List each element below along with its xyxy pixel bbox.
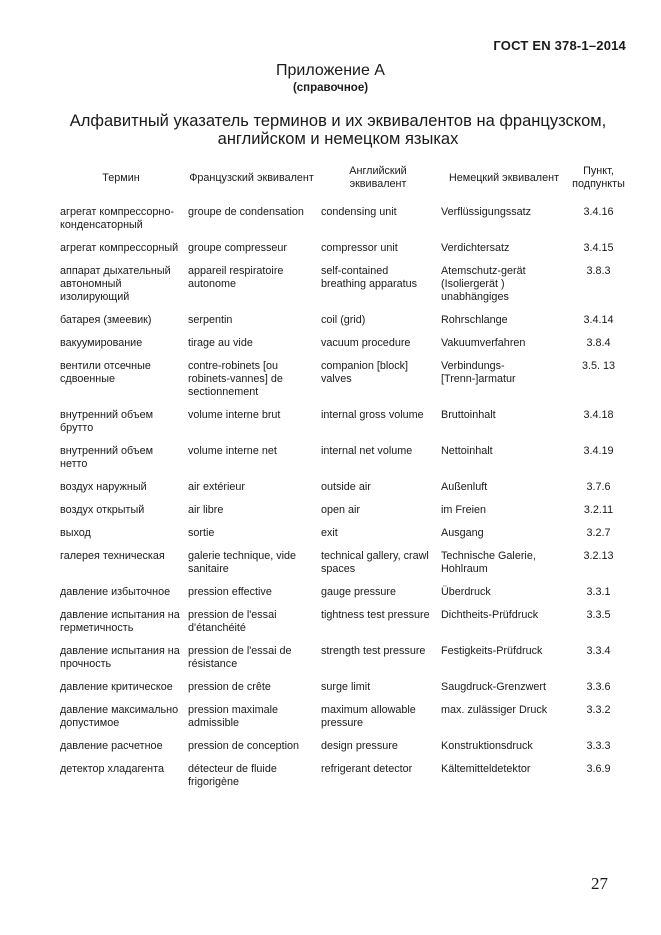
page-number: 27 bbox=[591, 874, 608, 893]
german-cell: im Freien bbox=[441, 504, 486, 516]
french-cell: pression de crête bbox=[188, 681, 271, 693]
column-header-clause: Пункт, подпункты bbox=[572, 165, 625, 190]
english-cell: internal gross volume bbox=[321, 409, 424, 421]
clause-cell: 3.4.14 bbox=[583, 314, 614, 326]
english-cell: maximum allowable pressure bbox=[321, 704, 416, 729]
german-cell: Verbindungs-[Trenn-]armatur bbox=[441, 360, 516, 385]
clause-cell: 3.8.3 bbox=[586, 265, 611, 277]
term-cell: детектор хладагента bbox=[60, 763, 164, 775]
clause-cell: 3.2.11 bbox=[583, 504, 614, 516]
term-cell: внутренний объем брутто bbox=[60, 409, 154, 434]
german-cell: Rohrschlange bbox=[441, 314, 508, 326]
english-cell: condensing unit bbox=[321, 206, 397, 218]
english-cell: exit bbox=[321, 527, 338, 539]
clause-cell: 3.4.16 bbox=[583, 206, 614, 218]
french-cell: air libre bbox=[188, 504, 224, 516]
term-cell: вентили отсечные сдвоенные bbox=[60, 360, 151, 385]
french-cell: air extérieur bbox=[188, 481, 246, 493]
clause-cell: 3.3.4 bbox=[586, 645, 611, 657]
english-cell: open air bbox=[321, 504, 361, 516]
english-cell: coil (grid) bbox=[321, 314, 366, 326]
clause-cell: 3.3.5 bbox=[586, 609, 611, 621]
french-cell: groupe compresseur bbox=[188, 242, 288, 254]
clause-cell: 3.4.18 bbox=[583, 409, 614, 421]
french-cell: pression effective bbox=[188, 586, 272, 598]
clause-cell: 3.4.19 bbox=[583, 445, 614, 457]
table-row bbox=[57, 584, 627, 607]
term-cell: воздух наружный bbox=[60, 481, 147, 493]
english-cell: refrigerant detector bbox=[321, 763, 413, 775]
appendix-title: Приложение А bbox=[276, 62, 385, 79]
french-cell: sortie bbox=[188, 527, 215, 539]
english-cell: surge limit bbox=[321, 681, 371, 693]
table-row bbox=[57, 263, 627, 312]
english-cell: internal net volume bbox=[321, 445, 413, 457]
french-cell: pression de conception bbox=[188, 740, 300, 752]
term-cell: внутренний объем нетто bbox=[60, 445, 154, 470]
german-cell: Außenluft bbox=[441, 481, 488, 493]
english-cell: technical gallery, crawl spaces bbox=[321, 550, 429, 575]
table-row bbox=[57, 643, 627, 679]
german-cell: Vakuumverfahren bbox=[441, 337, 526, 349]
table-row bbox=[57, 204, 627, 240]
german-cell: Festigkeits-Prüfdruck bbox=[441, 645, 543, 657]
clause-cell: 3.6.9 bbox=[586, 763, 611, 775]
french-cell: pression maximale admissible bbox=[188, 704, 279, 729]
table-row bbox=[57, 443, 627, 479]
term-cell: давление критическое bbox=[60, 681, 173, 693]
index-heading: Алфавитный указатель терминов и их эквивалентов на французском, английском и немецком языках bbox=[69, 112, 607, 148]
table-row bbox=[57, 407, 627, 443]
clause-cell: 3.3.3 bbox=[586, 740, 611, 752]
table-row bbox=[57, 358, 627, 407]
english-cell: self-contained breathing apparatus bbox=[321, 265, 418, 290]
french-cell: serpentin bbox=[188, 314, 233, 326]
french-cell: contre-robinets [ou robinets-vannes] de sectionnement bbox=[188, 360, 283, 398]
terms-table bbox=[57, 156, 627, 797]
french-cell: galerie technique, vide sanitaire bbox=[188, 550, 297, 575]
clause-cell: 3.7.6 bbox=[586, 481, 611, 493]
clause-cell: 3.3.2 bbox=[586, 704, 611, 716]
column-header-term: Термин bbox=[102, 171, 140, 184]
german-cell: Überdruck bbox=[441, 586, 491, 598]
table-row bbox=[57, 702, 627, 738]
german-cell: Verflüssigungssatz bbox=[441, 206, 532, 218]
column-header-german: Немецкий эквивалент bbox=[448, 171, 560, 184]
table-row bbox=[57, 502, 627, 525]
german-cell: Saugdruck-Grenzwert bbox=[441, 681, 547, 693]
table-body bbox=[57, 204, 627, 797]
english-cell: outside air bbox=[321, 481, 371, 493]
term-cell: давление избыточное bbox=[60, 586, 171, 598]
table-row bbox=[57, 312, 627, 335]
table-row bbox=[57, 240, 627, 263]
english-cell: vacuum procedure bbox=[321, 337, 411, 349]
clause-cell: 3.3.6 bbox=[586, 681, 611, 693]
term-cell: батарея (змеевик) bbox=[60, 314, 152, 326]
term-cell: галерея техническая bbox=[60, 550, 165, 562]
english-cell: gauge pressure bbox=[321, 586, 397, 598]
term-cell: агрегат компрессорный bbox=[60, 242, 179, 254]
column-header-english: Английский эквивалент bbox=[349, 165, 407, 190]
term-cell: агрегат компрессорно-конденсаторный bbox=[60, 206, 174, 231]
french-cell: pression de l'essai de résistance bbox=[188, 645, 292, 670]
french-cell: appareil respiratoire autonome bbox=[188, 265, 284, 290]
table-row bbox=[57, 607, 627, 643]
french-cell: tirage au vide bbox=[188, 337, 253, 349]
english-cell: design pressure bbox=[321, 740, 398, 752]
term-cell: воздух открытый bbox=[60, 504, 145, 516]
french-cell: détecteur de fluide frigorigène bbox=[188, 763, 277, 788]
table-header-row bbox=[57, 156, 627, 204]
clause-cell: 3.5. 13 bbox=[581, 360, 616, 372]
table-row bbox=[57, 548, 627, 584]
german-cell: Bruttoinhalt bbox=[441, 409, 496, 421]
table-row bbox=[57, 335, 627, 358]
clause-cell: 3.4.15 bbox=[583, 242, 614, 254]
term-cell: аппарат дыхательный автономный изолирующий bbox=[60, 265, 171, 303]
english-cell: tightness test pressure bbox=[321, 609, 430, 621]
column-header-french: Французский эквивалент bbox=[189, 171, 314, 184]
german-cell: Verdichtersatz bbox=[441, 242, 510, 254]
french-cell: volume interne brut bbox=[188, 409, 281, 421]
clause-cell: 3.2.7 bbox=[586, 527, 611, 539]
table-row bbox=[57, 738, 627, 761]
german-cell: Ausgang bbox=[441, 527, 484, 539]
german-cell: Kältemitteldetektor bbox=[441, 763, 531, 775]
clause-cell: 3.3.1 bbox=[586, 586, 611, 598]
french-cell: groupe de condensation bbox=[188, 206, 304, 218]
french-cell: pression de l'essai d'étanchéité bbox=[188, 609, 277, 634]
term-cell: давление расчетное bbox=[60, 740, 163, 752]
french-cell: volume interne net bbox=[188, 445, 277, 457]
table-row bbox=[57, 679, 627, 702]
english-cell: companion [block] valves bbox=[321, 360, 409, 385]
table-row bbox=[57, 761, 627, 797]
clause-cell: 3.8.4 bbox=[586, 337, 611, 349]
table-row bbox=[57, 479, 627, 502]
german-cell: Technische Galerie, Hohlraum bbox=[441, 550, 536, 575]
english-cell: compressor unit bbox=[321, 242, 398, 254]
german-cell: max. zulässiger Druck bbox=[441, 704, 548, 716]
german-cell: Konstruktionsdruck bbox=[441, 740, 533, 752]
german-cell: Nettoinhalt bbox=[441, 445, 493, 457]
term-cell: вакуумирование bbox=[60, 337, 143, 349]
clause-cell: 3.2.13 bbox=[583, 550, 614, 562]
german-cell: Atemschutz-gerät (Isoliergerät ) unabhängiges bbox=[441, 265, 526, 303]
term-cell: давление испытания на герметичность bbox=[60, 609, 180, 634]
english-cell: strength test pressure bbox=[321, 645, 426, 657]
term-cell: давление максимально допустимое bbox=[60, 704, 179, 729]
german-cell: Dichtheits-Prüfdruck bbox=[441, 609, 539, 621]
term-cell: давление испытания на прочность bbox=[60, 645, 180, 670]
table-row bbox=[57, 525, 627, 548]
appendix-subtitle: (справочное) bbox=[292, 82, 369, 94]
term-cell: выход bbox=[60, 527, 91, 539]
standard-code: ГОСТ EN 378-1–2014 bbox=[493, 38, 626, 53]
